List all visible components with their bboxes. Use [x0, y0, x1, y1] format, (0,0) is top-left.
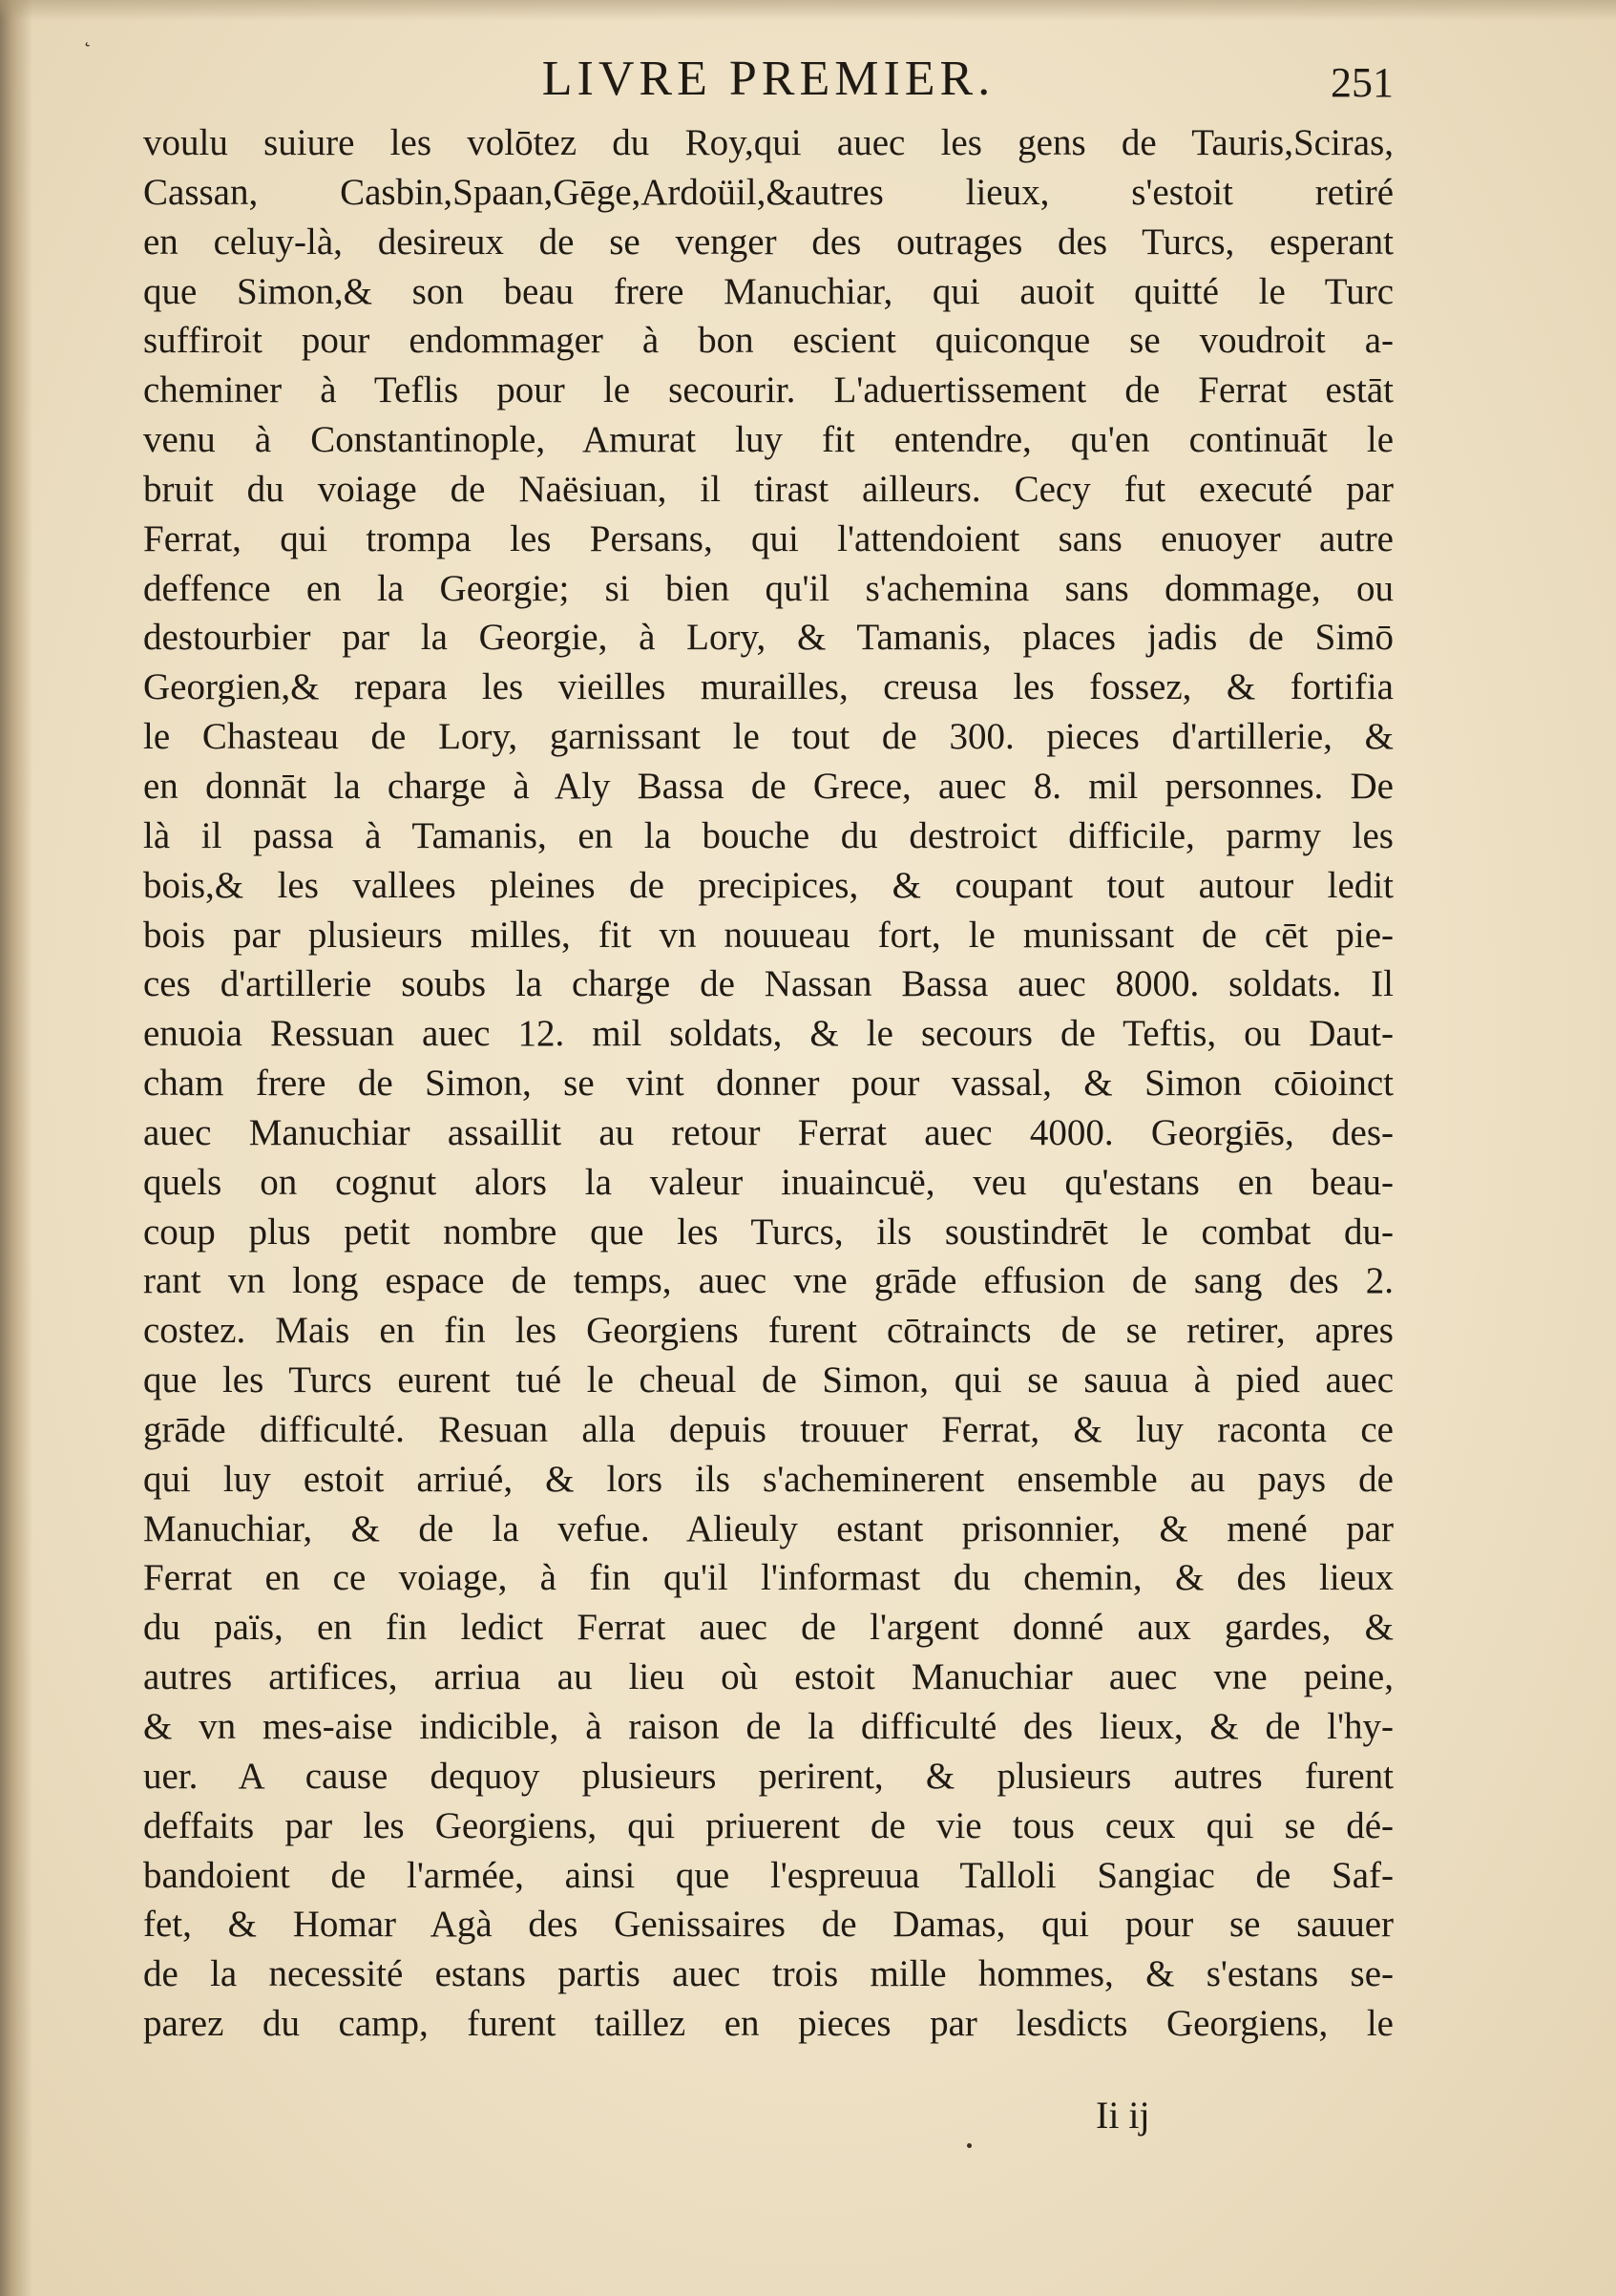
text-line: deffence en la Georgie; si bien qu'il s'achemina sans dommage, ou — [143, 567, 1394, 609]
text-line: auec Manuchiar assaillit au retour Ferrat auec 4000. Georgiēs, des- — [143, 1111, 1394, 1153]
text-line: uer. A cause dequoy plusieurs perirent, & plusieurs autres furent — [143, 1755, 1394, 1797]
text-line: ces d'artillerie soubs la charge de Nassan Bassa auec 8000. soldats. Il — [143, 963, 1394, 1005]
signature-mark: Ii ij — [1096, 2094, 1150, 2137]
text-line: en donnāt la charge à Aly Bassa de Grece, auec 8. mil personnes. De — [143, 765, 1394, 807]
text-line: Cassan, Casbin,Spaan,Gēge,Ardoüil,&autres lieux, s'estoit retiré — [143, 171, 1394, 213]
text-line: Manuchiar, & de la vefue. Alieuly estant prisonnier, & mené par — [143, 1507, 1394, 1549]
ink-speck — [967, 2143, 972, 2148]
text-line: rant vn long espace de temps, auec vne grāde effusion de sang des 2. — [143, 1260, 1394, 1302]
text-line: destourbier par la Georgie, à Lory, & Tamanis, places jadis de Simō — [143, 617, 1394, 659]
text-line: Ferrat en ce voiage, à fin qu'il l'informast du chemin, & des lieux — [143, 1557, 1394, 1599]
text-line: quels on cognut alors la valeur inuaincuë, veu qu'estans en beau- — [143, 1161, 1394, 1203]
page-number: 251 — [1331, 59, 1394, 106]
text-line: deffaits par les Georgiens, qui priuerent de vie tous ceux qui se dé- — [143, 1804, 1394, 1846]
text-line: venu à Constantinople, Amurat luy fit entendre, qu'en continuāt le — [143, 419, 1394, 461]
text-line: le Chasteau de Lory, garnissant le tout de 300. pieces d'artillerie, & — [143, 716, 1394, 758]
text-line: en celuy-là, desireux de se venger des outrages des Turcs, esperant — [143, 221, 1394, 263]
text-line: costez. Mais en fin les Georgiens furent cōtraincts de se retirer, apres — [143, 1310, 1394, 1352]
body-text — [143, 118, 1394, 2049]
text-line: parez du camp, furent taillez en pieces par lesdicts Georgiens, le — [143, 2003, 1394, 2045]
text-line: & vn mes-aise indicible, à raison de la difficulté des lieux, & de l'hy- — [143, 1706, 1394, 1747]
text-line: bandoient de l'armée, ainsi que l'espreuua Talloli Sangiac de Saf- — [143, 1854, 1394, 1896]
text-line: que Simon,& son beau frere Manuchiar, qui auoit quitté le Turc — [143, 270, 1394, 312]
top-edge-shadow — [0, 0, 1616, 21]
text-line: cheminer à Teflis pour le secourir. L'aduertissement de Ferrat estāt — [143, 369, 1394, 411]
running-title: LIVRE PREMIER. — [541, 52, 996, 106]
text-line: coup plus petit nombre que les Turcs, ils soustindrēt le combat du- — [143, 1211, 1394, 1253]
running-head — [143, 46, 1394, 113]
text-line: qui luy estoit arriué, & lors ils s'acheminerent ensemble au pays de — [143, 1458, 1394, 1500]
text-line: suffiroit pour endommager à bon escient quiconque se voudroit a- — [143, 320, 1394, 362]
text-line: que les Turcs eurent tué le cheual de Simon, qui se sauua à pied auec — [143, 1359, 1394, 1401]
text-line: voulu suiure les volōtez du Roy,qui auec les gens de Tauris,Sciras, — [143, 122, 1394, 163]
text-line: fet, & Homar Agà des Genissaires de Damas, qui pour se sauuer — [143, 1904, 1394, 1946]
stray-ink-mark: ˛ — [82, 24, 93, 48]
text-line: autres artifices, arriua au lieu où estoit Manuchiar auec vne peine, — [143, 1656, 1394, 1698]
text-line: bois,& les vallees pleines de precipices, & coupant tout autour ledit — [143, 864, 1394, 906]
text-line: Ferrat, qui trompa les Persans, qui l'attendoient sans enuoyer autre — [143, 517, 1394, 559]
text-line: bruit du voiage de Naësiuan, il tirast ailleurs. Cecy fut executé par — [143, 468, 1394, 510]
text-line: Georgien,& repara les vieilles murailles, creusa les fossez, & fortifia — [143, 666, 1394, 708]
text-line: grāde difficulté. Resuan alla depuis trouuer Ferrat, & luy raconta ce — [143, 1408, 1394, 1450]
text-line: enuoia Ressuan auec 12. mil soldats, & le secours de Teftis, ou Daut- — [143, 1013, 1394, 1055]
text-line: cham frere de Simon, se vint donner pour vassal, & Simon cōioinct — [143, 1063, 1394, 1105]
text-line: de la necessité estans partis auec trois mille hommes, & s'estans se- — [143, 1953, 1394, 1995]
text-line: là il passa à Tamanis, en la bouche du destroict difficile, parmy les — [143, 814, 1394, 856]
text-line: bois par plusieurs milles, fit vn nouueau fort, le munissant de cēt pie- — [143, 914, 1394, 956]
text-line: du païs, en fin ledict Ferrat auec de l'argent donné aux gardes, & — [143, 1607, 1394, 1649]
gutter-shadow — [0, 0, 32, 2296]
